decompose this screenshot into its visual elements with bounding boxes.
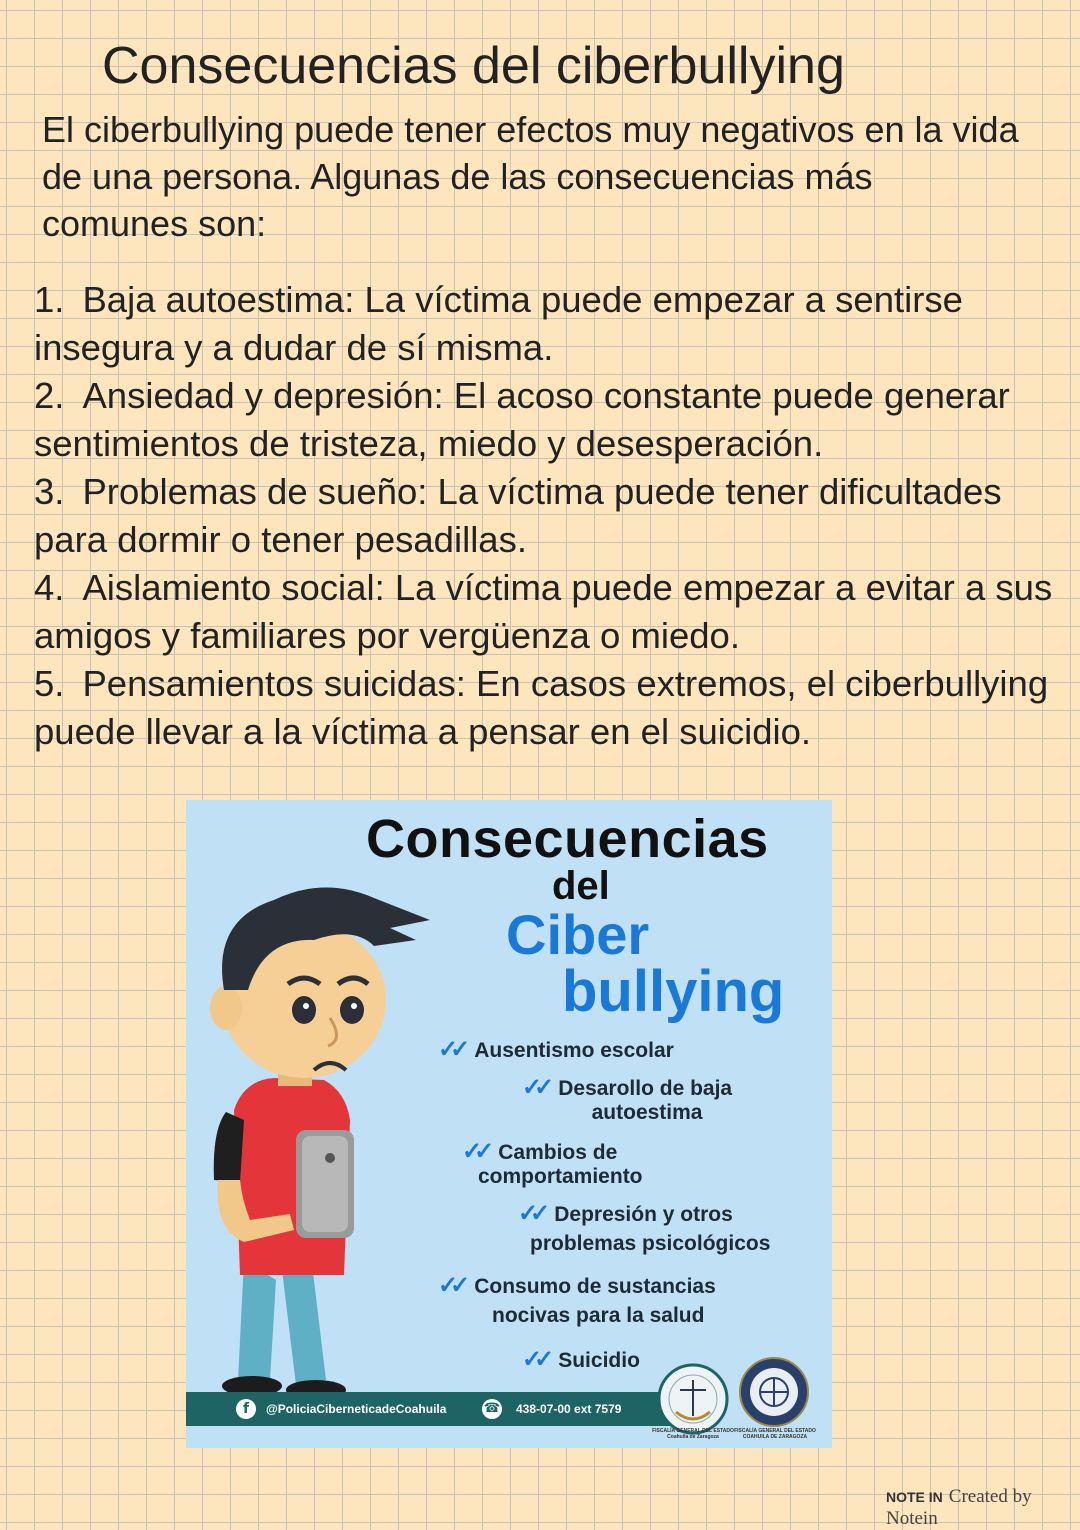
poster-title-line1: Consecuencias bbox=[366, 809, 769, 869]
list-item bbox=[34, 468, 1080, 564]
item-text: Baja autoestima: La víctima puede empezar a sentirse insegura y a dudar de sí misma. bbox=[34, 279, 963, 368]
poster-title-line3: Ciber bbox=[506, 903, 650, 966]
double-check-icon: ✓✓ bbox=[522, 1346, 547, 1373]
state-seal-icon bbox=[738, 1356, 810, 1428]
checklist-item: ✓✓ Suicidio bbox=[522, 1346, 640, 1373]
item-number: 5. bbox=[34, 663, 65, 704]
item-number: 1. bbox=[34, 279, 65, 320]
item-number: 3. bbox=[34, 471, 65, 512]
double-check-icon: ✓✓ bbox=[438, 1036, 463, 1063]
notein-logo-icon: NOTE IN bbox=[886, 1489, 943, 1505]
double-check-icon: ✓✓ bbox=[522, 1074, 547, 1101]
credit-text: Created by Notein bbox=[886, 1486, 1032, 1529]
double-check-icon: ✓✓ bbox=[438, 1272, 463, 1299]
social-handle: @PoliciaCiberneticadeCoahuila bbox=[266, 1402, 447, 1416]
sad-boy-illustration bbox=[204, 880, 444, 1400]
cyberbullying-poster bbox=[186, 800, 832, 1448]
checklist-item: ✓✓ Ausentismo escolar bbox=[438, 1036, 674, 1063]
item-number: 4. bbox=[34, 567, 65, 608]
poster-title-line2: del bbox=[552, 864, 610, 908]
fiscalia-seal-icon bbox=[656, 1362, 730, 1436]
item-text: Problemas de sueño: La víctima puede tener dificultades para dormir o tener pesadillas. bbox=[34, 471, 1002, 560]
double-check-icon: ✓✓ bbox=[462, 1138, 487, 1165]
double-check-icon: ✓✓ bbox=[518, 1200, 543, 1227]
poster-title-line4: bullying bbox=[562, 959, 785, 1024]
list-item bbox=[34, 564, 1080, 660]
page-title: Consecuencias del ciberbullying bbox=[102, 37, 845, 95]
poster-footer bbox=[186, 1392, 686, 1426]
intro-paragraph: El ciberbullying puede tener efectos muy negativos en la vida de una persona. Algunas de las consecuencias más comunes son: bbox=[42, 109, 1019, 244]
phone-number: 438-07-00 ext 7579 bbox=[516, 1402, 622, 1416]
facebook-icon: f bbox=[236, 1399, 256, 1419]
phone-icon: ☎ bbox=[482, 1399, 502, 1419]
notein-credit bbox=[886, 1486, 1080, 1530]
item-text: Ansiedad y depresión: El acoso constante puede generar sentimientos de tristeza, miedo y desesperación. bbox=[34, 375, 1010, 464]
checklist-item: ✓✓ Cambios de comportamiento bbox=[462, 1138, 643, 1188]
list-item bbox=[34, 276, 1080, 372]
consequences-list bbox=[34, 276, 1080, 756]
item-text: Aislamiento social: La víctima puede empezar a evitar a sus amigos y familiares por vergüenza o miedo. bbox=[34, 567, 1053, 656]
checklist-item: ✓✓ Consumo de sustancias nocivas para la salud bbox=[438, 1272, 716, 1327]
item-text: Pensamientos suicidas: En casos extremos, el ciberbullying puede llevar a la víctima a pensar en el suicidio. bbox=[34, 663, 1049, 752]
item-number: 2. bbox=[34, 375, 65, 416]
seal-caption: FISCALÍA GENERAL DEL ESTADO COAHUILA DE ZARAGOZA bbox=[734, 1428, 816, 1440]
checklist-item: ✓✓ Depresión y otros problemas psicológicos bbox=[518, 1200, 771, 1255]
seal-caption: FISCALÍA GENERAL DEL ESTADO Coahuila de Zaragoza bbox=[652, 1428, 734, 1440]
checklist-item: ✓✓ Desarollo de baja autoestima bbox=[522, 1074, 733, 1124]
list-item bbox=[34, 660, 1080, 756]
list-item bbox=[34, 372, 1080, 468]
